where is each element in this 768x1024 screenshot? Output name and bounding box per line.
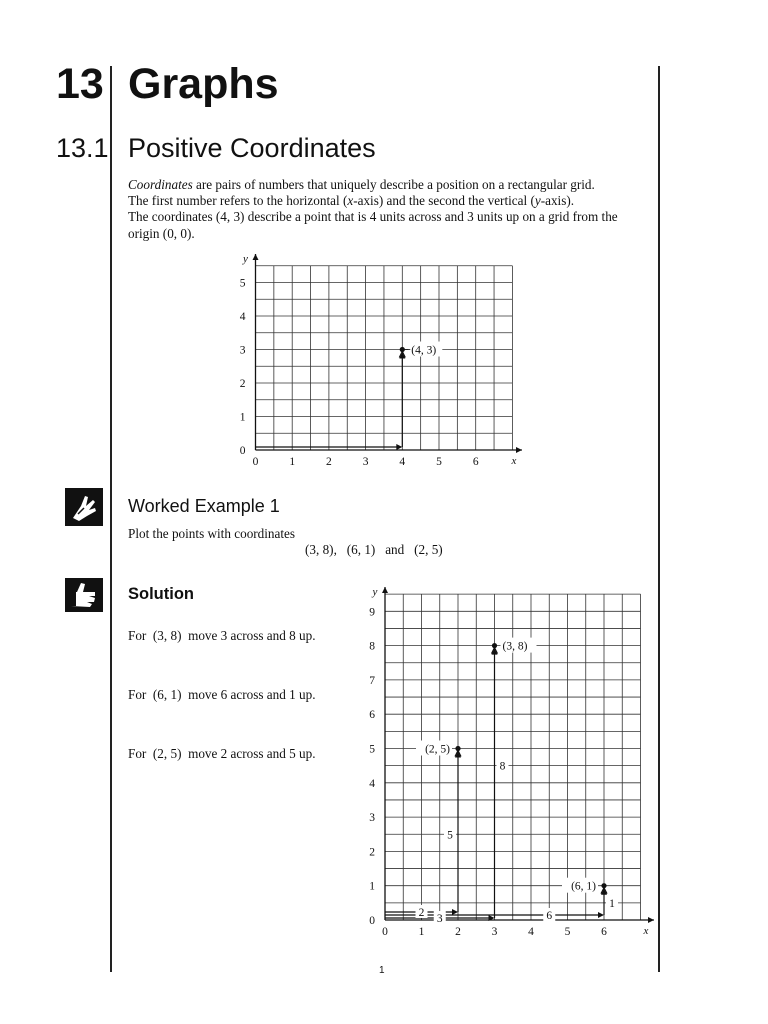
solution-step: For (3, 8) move 3 across and 8 up. xyxy=(128,628,316,643)
x-tick-label: 0 xyxy=(382,926,388,938)
x-axis-label: x xyxy=(511,455,517,467)
y-tick-label: 2 xyxy=(239,378,246,390)
y-tick-label: 1 xyxy=(239,411,246,424)
solution-step: For (2, 5) move 2 across and 5 up. xyxy=(128,746,316,761)
x-tick-label: 2 xyxy=(455,926,461,938)
move-label: 3 xyxy=(436,913,443,925)
x-tick-label: 3 xyxy=(362,456,369,468)
y-tick-label: 3 xyxy=(239,344,246,357)
y-tick-label: 2 xyxy=(369,846,375,859)
x-tick-label: 5 xyxy=(436,456,442,468)
y-tick-label: 1 xyxy=(369,880,375,893)
x-tick-label: 0 xyxy=(252,456,259,468)
y-tick-label: 6 xyxy=(369,709,375,722)
x-tick-label: 5 xyxy=(564,926,571,938)
point-label: (6, 1) xyxy=(571,880,596,893)
section-title: Positive Coordinates xyxy=(128,133,376,163)
y-axis-label: y xyxy=(372,586,378,598)
x-tick-label: 1 xyxy=(418,926,425,938)
chapter-title: Graphs xyxy=(128,60,279,108)
y-tick-label: 5 xyxy=(369,743,375,756)
worked-example-points: (3, 8), (6, 1) and (2, 5) xyxy=(305,542,443,557)
solution-title: Solution xyxy=(128,585,194,603)
worked-example-text: Plot the points with coordinates xyxy=(128,526,296,541)
worked-example-title: Worked Example 1 xyxy=(128,496,280,516)
x-axis-label: x xyxy=(643,925,649,937)
move-label: 1 xyxy=(609,897,615,910)
move-across-arrow-head xyxy=(598,912,604,918)
coordinates-term: Coordinates xyxy=(128,177,193,192)
section-number: 13.1 xyxy=(56,133,109,163)
page-number: 1 xyxy=(379,965,385,976)
point-label: (4, 3) xyxy=(411,344,437,357)
move-label: 2 xyxy=(418,907,425,919)
y-tick-label: 4 xyxy=(239,311,246,323)
move-label: 5 xyxy=(447,829,453,842)
x-axis-arrow xyxy=(648,917,654,923)
y-tick-label: 0 xyxy=(369,915,375,927)
x-tick-label: 6 xyxy=(601,926,607,938)
x-tick-label: 6 xyxy=(472,456,479,468)
y-tick-label: 9 xyxy=(369,606,375,619)
y-axis-label: y xyxy=(243,253,248,265)
x-tick-label: 3 xyxy=(491,926,498,938)
move-label: 6 xyxy=(546,910,553,922)
y-tick-label: 4 xyxy=(369,777,375,790)
x-tick-label: 2 xyxy=(326,456,332,468)
solution-step: For (6, 1) move 6 across and 1 up. xyxy=(128,687,316,702)
y-tick-label: 8 xyxy=(369,640,375,653)
move-across-arrow-head xyxy=(452,909,458,915)
chapter-number: 13 xyxy=(56,60,104,108)
x-tick-label: 4 xyxy=(528,926,534,938)
y-tick-label: 3 xyxy=(369,812,375,825)
point-label: (3, 8) xyxy=(502,640,528,653)
y-tick-label: 7 xyxy=(369,674,375,687)
intro-paragraph: Coordinates are pairs of numbers that uniquely describe a position on a rectangular grid. The first number refers to the horizontal (x-axis) and the second the vertical (y-axis). The coordinates (4, 3) describe a point that is 4 units across and 3 units up on a grid from the origin (0, 0). xyxy=(128,177,618,241)
x-tick-label: 4 xyxy=(399,456,406,468)
y-tick-label: 0 xyxy=(239,445,246,457)
move-label: 8 xyxy=(499,760,506,773)
y-tick-label: 5 xyxy=(239,277,246,290)
point-label: (2, 5) xyxy=(425,743,450,756)
x-tick-label: 1 xyxy=(289,456,296,468)
y-axis-arrow xyxy=(382,587,388,593)
